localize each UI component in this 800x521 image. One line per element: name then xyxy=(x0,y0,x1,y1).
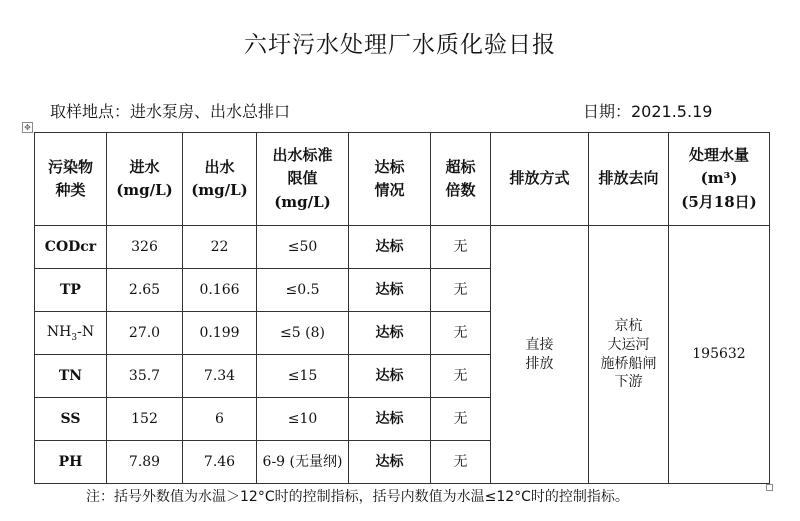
pollutant-cell: PH xyxy=(35,441,107,484)
limit-cell: ≤10 xyxy=(257,398,349,441)
exceed-cell: 无 xyxy=(431,355,491,398)
discharge-method-cell xyxy=(491,226,589,484)
status-cell: 达标 xyxy=(349,398,431,441)
pollutant-subscript: 3 xyxy=(71,332,78,343)
header-effluent-unit: (mg/L) xyxy=(191,181,248,199)
effluent-cell: 22 xyxy=(183,226,257,269)
header-limit-unit: (mg/L) xyxy=(274,192,331,211)
destination-line1: 京杭 xyxy=(614,317,643,334)
exceed-cell: 无 xyxy=(431,441,491,484)
header-discharge-destination: 排放去向 xyxy=(589,133,669,226)
status-cell: 达标 xyxy=(349,226,431,269)
limit-cell: 6-9 (无量纲) xyxy=(257,441,349,484)
limit-cell: ≤50 xyxy=(257,226,349,269)
header-effluent xyxy=(183,133,257,226)
footnote: 注：括号外数值为水温＞12°C时的控制指标，括号内数值为水温≤12°C时的控制指标。 xyxy=(86,489,629,505)
header-status-line1: 达标 xyxy=(374,157,405,176)
sampling-location: 取样地点：进水泵房、出水总排口 xyxy=(50,102,291,121)
header-volume-date: (5月18日) xyxy=(681,192,757,211)
effluent-cell: 0.166 xyxy=(183,269,257,312)
header-limit-line1: 出水标准 xyxy=(272,146,333,165)
header-pollutant-line1: 污染物 xyxy=(47,157,93,176)
discharge-method-line1: 直接 xyxy=(525,336,554,353)
report-date: 日期：2021.5.19 xyxy=(583,102,713,121)
discharge-destination-cell xyxy=(589,226,669,484)
header-effluent-line1: 出水 xyxy=(204,157,235,176)
status-cell: 达标 xyxy=(349,441,431,484)
pollutant-suffix: -N xyxy=(77,323,95,340)
header-volume-line1: 处理水量 xyxy=(688,146,749,165)
pollutant-cell: SS xyxy=(35,398,107,441)
effluent-cell: 0.199 xyxy=(183,312,257,355)
treated-volume-cell: 195632 xyxy=(669,226,770,484)
table-header-row xyxy=(35,133,770,226)
discharge-method-line2: 排放 xyxy=(525,355,554,372)
pollutant-cell: TP xyxy=(35,269,107,312)
table-resize-handle[interactable] xyxy=(766,484,773,491)
limit-cell: ≤15 xyxy=(257,355,349,398)
effluent-cell: 7.46 xyxy=(183,441,257,484)
header-status-line2: 情况 xyxy=(374,181,405,199)
pollutant-cell xyxy=(35,312,107,355)
header-influent-line1: 进水 xyxy=(129,157,160,176)
influent-cell: 2.65 xyxy=(107,269,183,312)
header-discharge-method: 排放方式 xyxy=(491,133,589,226)
limit-cell: ≤0.5 xyxy=(257,269,349,312)
header-pollutant xyxy=(35,133,107,226)
header-limit-line2: 限值 xyxy=(287,169,318,188)
exceed-cell: 无 xyxy=(431,312,491,355)
status-cell: 达标 xyxy=(349,269,431,312)
table-move-handle-icon[interactable]: ✥ xyxy=(22,122,33,133)
exceed-cell: 无 xyxy=(431,226,491,269)
status-cell: 达标 xyxy=(349,312,431,355)
effluent-cell: 7.34 xyxy=(183,355,257,398)
header-pollutant-line2: 种类 xyxy=(55,181,86,199)
pollutant-cell: CODcr xyxy=(35,226,107,269)
destination-line2: 大运河 xyxy=(607,336,650,353)
header-exceed xyxy=(431,133,491,226)
destination-line4: 下游 xyxy=(614,374,643,391)
pollutant-cell: TN xyxy=(35,355,107,398)
exceed-cell: 无 xyxy=(431,269,491,312)
influent-cell: 27.0 xyxy=(107,312,183,355)
table-row xyxy=(35,226,770,269)
header-exceed-line1: 超标 xyxy=(445,157,476,176)
header-volume xyxy=(669,133,770,226)
water-quality-table xyxy=(34,132,770,484)
influent-cell: 35.7 xyxy=(107,355,183,398)
limit-cell: ≤5 (8) xyxy=(257,312,349,355)
influent-cell: 7.89 xyxy=(107,441,183,484)
influent-cell: 326 xyxy=(107,226,183,269)
effluent-cell: 6 xyxy=(183,398,257,441)
influent-cell: 152 xyxy=(107,398,183,441)
destination-line3: 施桥船闸 xyxy=(600,355,657,372)
status-cell: 达标 xyxy=(349,355,431,398)
header-exceed-line2: 倍数 xyxy=(445,181,476,199)
header-volume-unit: (m³) xyxy=(700,169,738,188)
header-status xyxy=(349,133,431,226)
pollutant-main: NH xyxy=(46,323,72,340)
header-influent-unit: (mg/L) xyxy=(116,181,173,199)
report-title: 六圩污水处理厂水质化验日报 xyxy=(244,32,556,58)
exceed-cell: 无 xyxy=(431,398,491,441)
header-limit xyxy=(257,133,349,226)
header-influent xyxy=(107,133,183,226)
